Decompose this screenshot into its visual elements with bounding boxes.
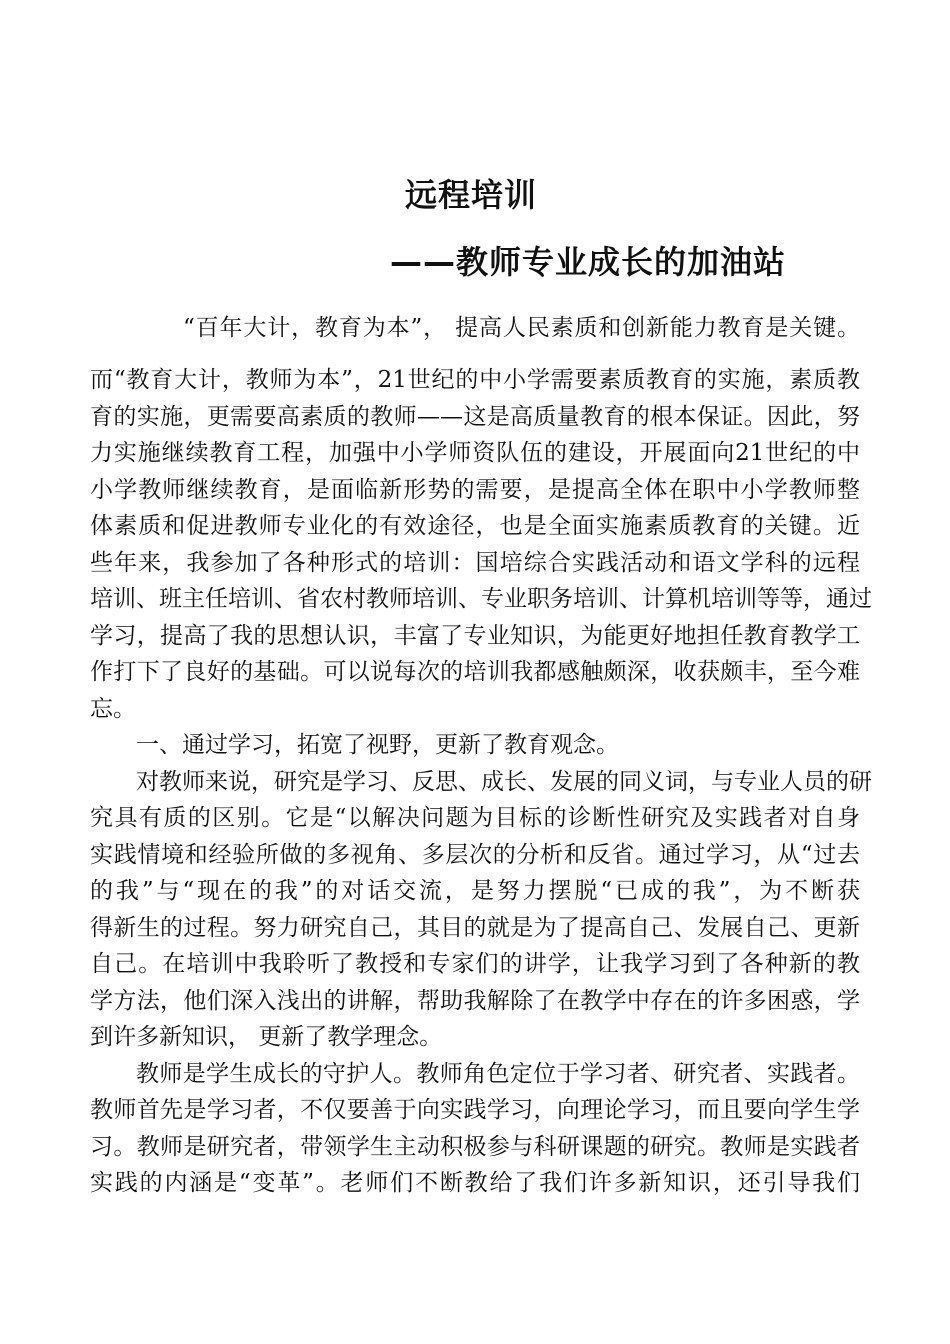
paragraph-line: “百年大计，教育为本”， 提高人民素质和创新能力教育是关键。 [183,315,860,341]
paragraph-line: 培训、班主任培训、省农村教师培训、专业职务培训、计算机培训等等，通过 [90,586,872,612]
paragraph-line: 教师是学生成长的守护人。教师角色定位于学习者、研究者、实践者。 [136,1061,860,1087]
paragraph-line: 教师首先是学习者，不仅要善于向实践学习，向理论学习，而且要向学生学 [90,1097,860,1123]
paragraph-line: 些年来，我参加了各种形式的培训：国培综合实践活动和语文学科的远程 [90,550,860,576]
section-heading: 一、通过学习，拓宽了视野，更新了教育观念。 [136,732,619,758]
paragraph-line: 对教师来说，研究是学习、反思、成长、发展的同义词，与专业人员的研 [136,769,872,795]
paragraph-line: 得新生的过程。努力研究自己，其目的就是为了提高自己、发展自己、更新 [90,915,860,941]
paragraph-line: 育的实施，更需要高素质的教师——这是高质量教育的根本保证。因此，努 [90,404,860,430]
paragraph-line: 习。教师是研究者，带领学生主动积极参与科研课题的研究。教师是实践者 [90,1134,860,1160]
paragraph-line: 力实施继续教育工程，加强中小学师资队伍的建设，开展面向21世纪的中 [90,440,860,466]
paragraph-line: 实践情境和经验所做的多视角、多层次的分析和反省。通过学习，从“过去 [90,842,860,868]
paragraph-line: 体素质和促进教师专业化的有效途径，也是全面实施素质教育的关键。近 [90,513,860,539]
document-subtitle: ——教师专业成长的加油站 [390,243,787,281]
document-title: 远程培训 [405,176,538,214]
paragraph-line: 自己。在培训中我聆听了教授和专家们的讲学，让我学习到了各种新的教 [90,951,860,977]
paragraph-line: 作打下了良好的基础。可以说每次的培训我都感触颇深，收获颇丰，至今难 [90,659,860,685]
paragraph-line: 而“教育大计，教师为本”，21世纪的中小学需要素质教育的实施，素质教 [90,367,860,393]
paragraph-line: 到许多新知识， 更新了教学理念。 [90,1024,443,1050]
paragraph-line: 忘。 [90,696,136,722]
paragraph-line: 的我”与“现在的我”的对话交流，是努力摆脱“已成的我”，为不断获 [90,878,860,904]
paragraph-line: 实践的内涵是“变革”。老师们不断教给了我们许多新知识，还引导我们 [90,1170,860,1196]
paragraph-line: 小学教师继续教育，是面临新形势的需要，是提高全体在职中小学教师整 [90,477,860,503]
paragraph-line: 究具有质的区别。它是“以解决问题为目标的诊断性研究及实践者对自身 [90,805,860,831]
paragraph-line: 学习，提高了我的思想认识，丰富了专业知识，为能更好地担任教育教学工 [90,623,860,649]
paragraph-line: 学方法，他们深入浅出的讲解，帮助我解除了在教学中存在的许多困惑，学 [90,988,860,1014]
